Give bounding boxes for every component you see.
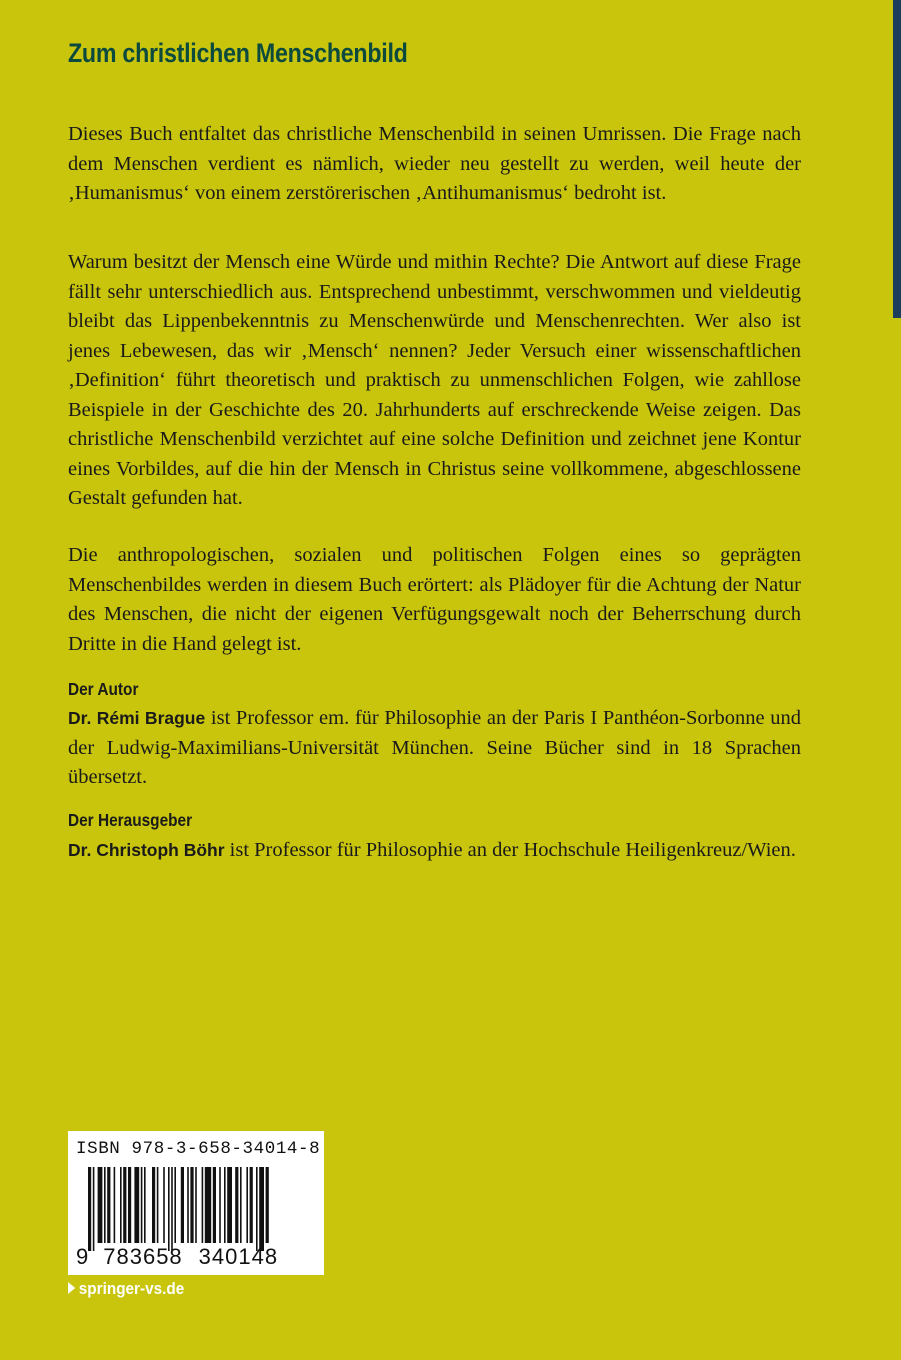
barcode-bar [141, 1167, 143, 1243]
editor-heading: Der Herausgeber [68, 810, 193, 830]
barcode-digits [76, 1244, 316, 1270]
barcode-bar [195, 1167, 197, 1243]
cover-title: Zum christlichen Menschenbild [68, 38, 408, 68]
barcode-bar [123, 1167, 126, 1243]
barcode-bar [174, 1167, 176, 1243]
editor-name: Dr. Christoph Böhr [68, 840, 225, 860]
barcode-bar [144, 1167, 146, 1243]
author-bio [68, 704, 801, 793]
author-heading: Der Autor [68, 679, 139, 699]
barcode-bar [224, 1167, 226, 1243]
author-name: Dr. Rémi Brague [68, 708, 206, 728]
author-bio-text: ist Professor em. für Philosophie an der Paris I Panthéon-Sorbonne und der Ludwig-Maximilians-Universität München. Seine Bücher sind in 18 Sprachen übersetzt. [68, 707, 801, 788]
barcode-bar [128, 1167, 131, 1243]
barcode-bar [187, 1167, 189, 1243]
publisher-link[interactable] [68, 1279, 184, 1299]
isbn-label: ISBN 978-3-658-34014-8 [76, 1139, 321, 1159]
barcode-bar [227, 1167, 232, 1243]
arrow-icon [68, 1282, 75, 1294]
barcode-bar [134, 1167, 139, 1243]
barcode-bar [93, 1167, 95, 1251]
barcode-bar [202, 1167, 204, 1243]
isbn-barcode [68, 1131, 324, 1275]
barcode-digits-right: 340148 [198, 1244, 279, 1269]
blurb-paragraph-3: Die anthropologischen, sozialen und politischen Folgen eines so geprägten Menschenbildes werden in diesem Buch erörtert: als Plädoyer für die Achtung der Natur des Menschen, die nicht der eigenen Verfügungsgewalt noch der Beherrschung durch Dritte in die Hand gelegt ist. [68, 544, 801, 655]
barcode-bar [104, 1167, 106, 1243]
barcode-bar [181, 1167, 184, 1243]
barcode-bar [219, 1167, 221, 1243]
barcode-bar [250, 1167, 253, 1243]
barcode-digits-left: 783658 [103, 1244, 183, 1269]
barcode-bar [107, 1167, 110, 1243]
barcode-bar [205, 1167, 211, 1243]
barcode-bar [163, 1167, 165, 1243]
barcode-bar [213, 1167, 216, 1243]
barcode-bar [190, 1167, 193, 1243]
barcode-bar [240, 1167, 242, 1243]
barcode-bar [256, 1167, 258, 1251]
blurb-paragraph-1: Dieses Buch entfaltet das christliche Menschenbild in seinen Umrissen. Die Frage nach dem Menschen verdient es nämlich, wieder neu gestellt zu werden, weil heute der ‚Humanismus‘ von einem zerstörerischen ‚Antihumanismus‘ bedroht ist. [68, 123, 801, 204]
editor-bio-text: ist Professor für Philosophie an der Hochschule Heiligenkreuz/Wien. [224, 839, 796, 861]
barcode-bar [88, 1167, 91, 1251]
barcode-bar [171, 1167, 173, 1251]
blurb-paragraph-2: Warum besitzt der Mensch eine Würde und mithin Rechte? Die Antwort auf diese Frage fällt sehr unterschiedlich aus. Entsprechend unbestimmt, verschwommen und vieldeutig bleibt das Lippenbekenntnis zu Menschenwürde und Menschenrechten. Wer also ist jenes Lebewesen, das wir ‚Mensch‘ nennen? Jeder Versuch einer wissenschaftlichen ‚Definition‘ führt theoretisch und praktisch zu unmenschlichen Folgen, wie zahllose Beispiele in der Geschichte des 20. Jahrhunderts auf erschreckende Weise zeigen. Das christliche Menschenbild verzichtet auf eine solche Definition und zeichnet jene Kontur eines Vorbildes, auf die hin der Mensch in Christus seine vollkommene, abgeschlossene Gestalt gefunden hat. [68, 251, 801, 509]
barcode-bar [168, 1167, 170, 1251]
barcode-bar [98, 1167, 103, 1243]
barcode-bar [157, 1167, 159, 1243]
barcode-bar [114, 1167, 116, 1243]
barcode-bar [152, 1167, 155, 1243]
barcode-bar [235, 1167, 238, 1243]
barcode-digit-first: 9 [76, 1244, 90, 1269]
barcode-bar [259, 1167, 264, 1251]
editor-bio [68, 836, 801, 866]
barcode-bar [246, 1167, 248, 1243]
barcode-bars [76, 1167, 316, 1251]
barcode-bar [120, 1167, 122, 1243]
publisher-url: springer-vs.de [78, 1279, 185, 1298]
barcode-bar [266, 1167, 269, 1243]
spine-edge-bar [893, 0, 901, 318]
